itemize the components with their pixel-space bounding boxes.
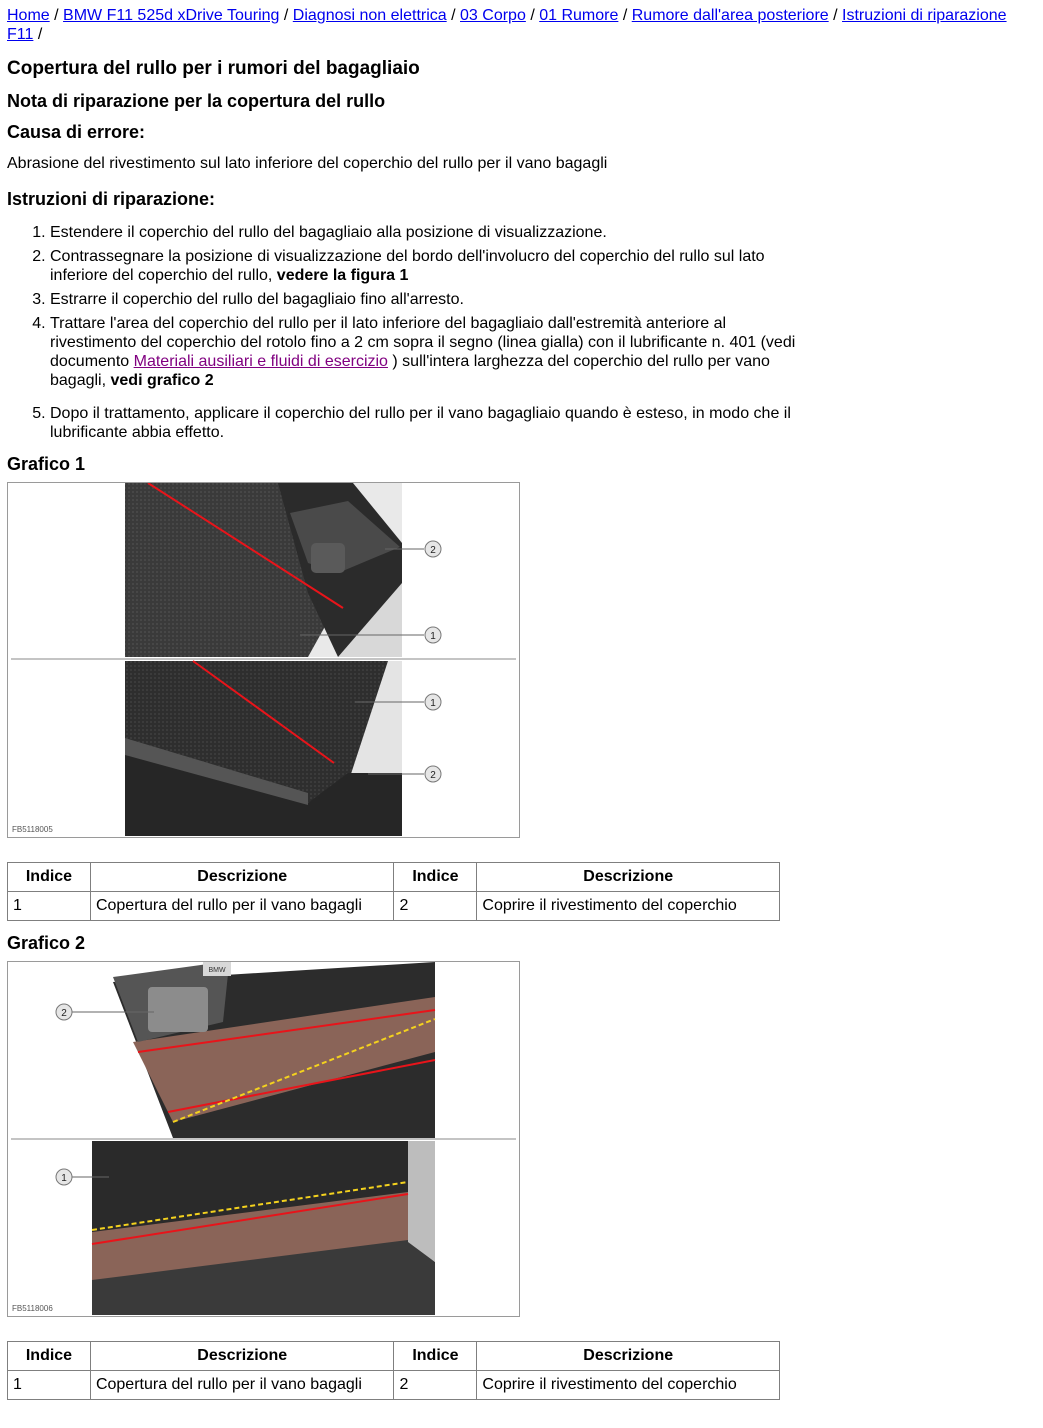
graphic1-title: Grafico 1 [7,454,86,474]
step-text: Trattare l'area del coperchio del rullo per il lato inferiore del bagagliaio dall'estremità anteriore al rivestimento del coperchio del rotolo fino a 2 cm sopra il segno (linea gialla) con il lubrificante n. 401 (vedi documento [50,315,796,370]
breadcrumb-separator: / [622,7,628,24]
table-row [8,1371,780,1400]
step-figure-reference: vedi grafico 2 [110,372,214,389]
instructions-list [7,223,810,442]
breadcrumb-diagnosis[interactable]: Diagnosi non elettrica [292,7,447,24]
graphic1-legend-table [7,862,780,921]
breadcrumb-separator: / [54,7,59,24]
breadcrumb-separator: / [283,7,289,24]
cause-text: Abrasione del rivestimento sul lato inferiore del coperchio del rullo per il vano bagagli [7,155,608,172]
instruction-step [50,223,810,242]
cause-heading: Causa di errore: [7,122,146,142]
page-subtitle: Nota di riparazione per la copertura del rullo [7,91,386,111]
breadcrumb-separator: / [451,7,456,24]
table-cell: 1 [8,1371,91,1400]
instruction-step [50,247,810,285]
sticker-text: BMW [208,967,226,974]
graphic2-legend-table [7,1341,780,1400]
callout-number: 1 [430,631,436,642]
instruction-step [50,404,810,442]
column-header: Indice [394,1342,477,1371]
table-cell: 2 [394,1371,477,1400]
table-cell: Coprire il rivestimento del coperchio [477,1371,780,1400]
table-cell: Copertura del rullo per il vano bagagli [90,892,394,921]
breadcrumb-noise[interactable]: 01 Rumore [539,7,619,24]
table-cell: Copertura del rullo per il vano bagagli [90,1371,394,1400]
column-header: Descrizione [477,1342,780,1371]
step-figure-reference: vedere la figura 1 [276,267,409,284]
housing-button [311,543,345,573]
table-cell: 2 [394,892,477,921]
step-text: Estendere il coperchio del rullo del bagagliaio alla posizione di visualizzazione. [50,224,607,241]
graphic1-image [8,483,519,837]
step-text: Contrassegnare la posizione di visualizzazione del bordo dell'involucro del coperchio del rullo sul lato inferiore del coperchio del rullo, [50,248,765,284]
instructions-heading: Istruzioni di riparazione: [7,189,216,209]
table-row [8,892,780,921]
instruction-step [50,314,810,390]
table-header-row [8,863,780,892]
instruction-step [50,290,810,309]
callout-number: 2 [61,1008,67,1019]
materials-document-link[interactable]: Materiali ausiliari e fluidi di esercizio [133,353,388,370]
document [7,6,1035,1400]
column-header: Descrizione [477,863,780,892]
step-text: ) sull'intera larghezza del coperchio del rullo per vano bagagli, [50,353,770,389]
breadcrumb-separator: / [530,7,535,24]
figure-code: FB5118005 [12,825,53,834]
breadcrumb-home[interactable]: Home [7,7,50,24]
breadcrumb-separator: / [833,7,838,24]
callout-number: 2 [430,545,436,556]
figure-code: FB5118006 [12,1304,53,1313]
column-header: Descrizione [90,863,394,892]
breadcrumb-body[interactable]: 03 Corpo [460,7,526,24]
column-header: Indice [394,863,477,892]
graphic1-figure [7,482,520,838]
table-cell: 1 [8,892,91,921]
step-text: Estrarre il coperchio del rullo del bagagliaio fino all'arresto. [50,291,464,308]
graphic2-figure [7,961,520,1317]
breadcrumb-separator: / [37,26,43,43]
housing-bracket [148,987,208,1032]
breadcrumb-vehicle[interactable]: BMW F11 525d xDrive Touring [63,7,280,24]
column-header: Indice [8,863,91,892]
callout-number: 1 [430,698,436,709]
graphic2-title: Grafico 2 [7,933,86,953]
page-title: Copertura del rullo per i rumori del bagagliaio [7,58,420,79]
breadcrumb [7,6,1035,44]
callout-number: 2 [430,770,436,781]
table-header-row [8,1342,780,1371]
side-trim [408,1141,435,1262]
column-header: Indice [8,1342,91,1371]
graphic2-image [8,962,519,1316]
callout-number: 1 [61,1173,67,1184]
breadcrumb-repair-instructions[interactable]: Istruzioni di riparazione F11 [7,7,1007,43]
table-cell: Coprire il rivestimento del coperchio [477,892,780,921]
column-header: Descrizione [90,1342,394,1371]
breadcrumb-rear-noise[interactable]: Rumore dall'area posteriore [631,7,829,24]
step-text: Dopo il trattamento, applicare il coperchio del rullo per il vano bagagliaio quando è esteso, in modo che il lubrificante abbia effetto. [50,405,791,441]
